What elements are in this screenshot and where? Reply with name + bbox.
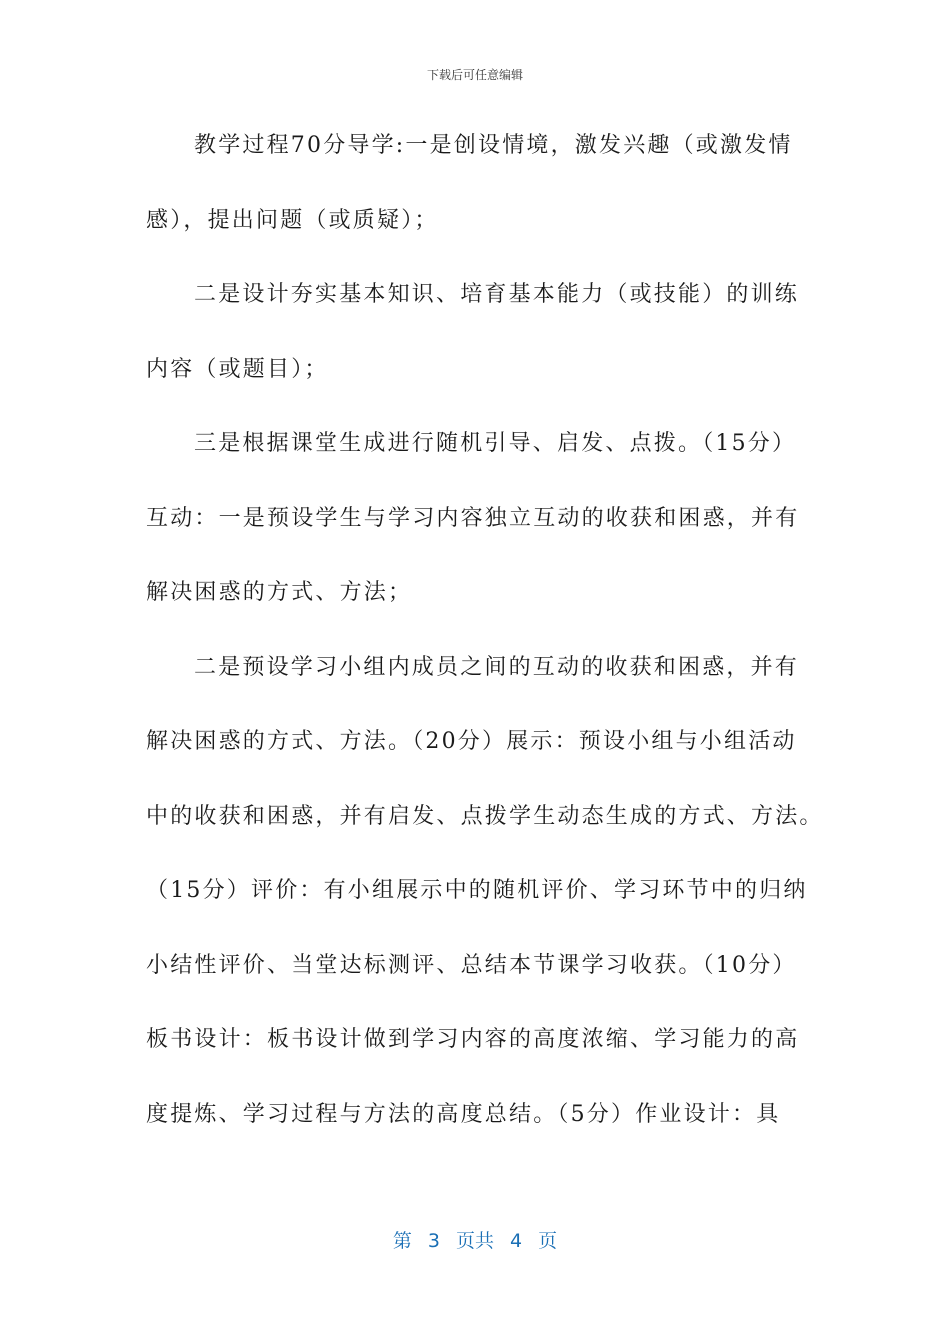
- header-note: 下载后可任意编辑: [426, 68, 523, 82]
- paragraph-line: 度提炼、学习过程与方法的高度总结。（5分）作业设计：具: [146, 1101, 781, 1127]
- paragraph-line: 中的收获和困惑，并有启发、点拨学生动态生成的方式、方法。: [146, 803, 824, 829]
- paragraph-line: 解决困惑的方式、方法。（20分）展示：预设小组与小组活动: [146, 729, 797, 754]
- paragraph-line: 板书设计：板书设计做到学习内容的高度浓缩、学习能力的高: [146, 1027, 800, 1052]
- document-body: [146, 124, 824, 1167]
- paragraph-line: （15分）评价：有小组展示中的随机评价、学习环节中的归纳: [146, 878, 808, 903]
- paragraph-line: 解决困惑的方式、方法；: [146, 580, 413, 605]
- paragraph-line: 互动：一是预设学生与学习内容独立互动的收获和困惑，并有: [146, 505, 800, 531]
- paragraph-line: 三是根据课堂生成进行随机引导、启发、点拨。（15分）: [194, 431, 797, 456]
- paragraph-line: 教学过程70分导学:一是创设情境，激发兴趣（或激发情: [194, 133, 793, 158]
- paragraph-line: 二是设计夯实基本知识、培育基本能力（或技能）的训练: [194, 282, 800, 307]
- page-number-footer: 第 3 页共 4 页: [392, 1230, 558, 1252]
- paragraph-line: 感），提出问题（或质疑）；: [146, 207, 439, 233]
- paragraph-line: 小结性评价、当堂达标测评、总结本节课学习收获。（10分）: [146, 952, 797, 978]
- paragraph-line: 内容（或题目）；: [146, 356, 329, 382]
- paragraph-line: 二是预设学习小组内成员之间的互动的收获和困惑，并有: [194, 654, 800, 680]
